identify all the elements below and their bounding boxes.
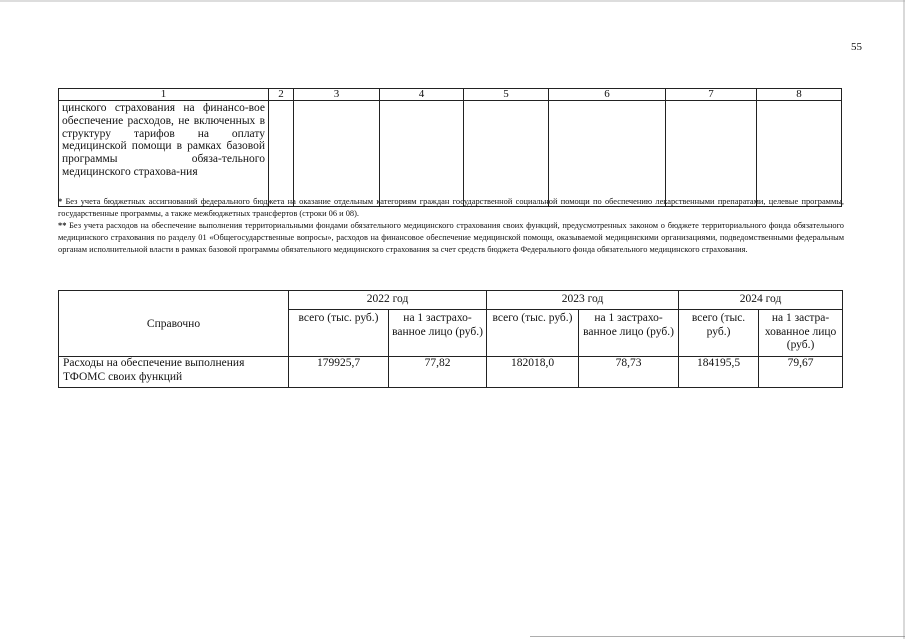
subheader-total: всего (тыс. руб.): [679, 310, 759, 357]
value-cell: 182018,0: [487, 357, 579, 388]
table-row: [59, 101, 842, 207]
column-number: 4: [380, 89, 464, 101]
empty-cell: [549, 101, 666, 207]
column-number: 5: [464, 89, 549, 101]
year-header-row: [59, 291, 843, 310]
scan-edge-top: [0, 0, 905, 2]
column-number-row: [59, 89, 842, 101]
empty-cell: [294, 101, 380, 207]
year-header: 2023 год: [487, 291, 679, 310]
year-header: 2022 год: [289, 291, 487, 310]
empty-cell: [269, 101, 294, 207]
corner-label: Справочно: [59, 291, 289, 357]
footnote-text: Без учета бюджетных ассигнований федерального бюджета на оказание отдельным категориям граждан государственной социальной помощи по обеспечению лекарственными препаратами, целевые программы, государственные программы, а также межбюджетных трансфертов (строки 06 и 08).: [58, 197, 844, 218]
row-label: Расходы на обеспечение выполнения ТФОМС своих функций: [59, 357, 289, 388]
column-number: 2: [269, 89, 294, 101]
value-cell: 77,82: [389, 357, 487, 388]
continuation-table: [58, 88, 842, 207]
reference-table: [58, 290, 843, 388]
row-description: цинского страхования на финансо-вое обеспечение расходов, не включенных в структуру тарифов на оплату медицинской помощи в рамках базовой программы обяза-тельного медицинского страхова-ния: [59, 101, 269, 207]
subheader-per-insured: на 1 застрахо-ванное лицо (руб.): [579, 310, 679, 357]
empty-cell: [464, 101, 549, 207]
subheader-per-insured: на 1 застра-хованное лицо (руб.): [759, 310, 843, 357]
value-cell: 79,67: [759, 357, 843, 388]
value-cell: 78,73: [579, 357, 679, 388]
column-number: 8: [757, 89, 842, 101]
page-number: 55: [851, 41, 862, 53]
column-number: 1: [59, 89, 269, 101]
scan-edge-bottom: [530, 636, 905, 637]
footnote-1: [58, 196, 844, 220]
empty-cell: [666, 101, 757, 207]
value-cell: 179925,7: [289, 357, 389, 388]
empty-cell: [757, 101, 842, 207]
footnote-marker: *: [58, 197, 63, 206]
column-number: 6: [549, 89, 666, 101]
subheader-total: всего (тыс. руб.): [487, 310, 579, 357]
footnote-2: [58, 220, 844, 256]
year-header: 2024 год: [679, 291, 843, 310]
column-number: 7: [666, 89, 757, 101]
column-number: 3: [294, 89, 380, 101]
footnote-text: Без учета расходов на обеспечение выполнения территориальными фондами обязательного медицинского страхования своих функций, предусмотренных законом о бюджете территориального фонда обязательного медицинского страхования по разделу 01 «Общегосударственные вопросы», расходов на финансовое обеспечение медицинской помощи, оказываемой медицинскими организациями, подведомственными федеральным органам исполнительной власти в рамках базовой программы обязательного медицинского страхования за счет средств бюджета Федерального фонда обязательного медицинского страхования.: [58, 221, 844, 254]
footnote-marker: **: [58, 221, 67, 230]
footnotes: [58, 196, 844, 256]
table-row: [59, 357, 843, 388]
empty-cell: [380, 101, 464, 207]
value-cell: 184195,5: [679, 357, 759, 388]
subheader-total: всего (тыс. руб.): [289, 310, 389, 357]
subheader-per-insured: на 1 застрахо-ванное лицо (руб.): [389, 310, 487, 357]
